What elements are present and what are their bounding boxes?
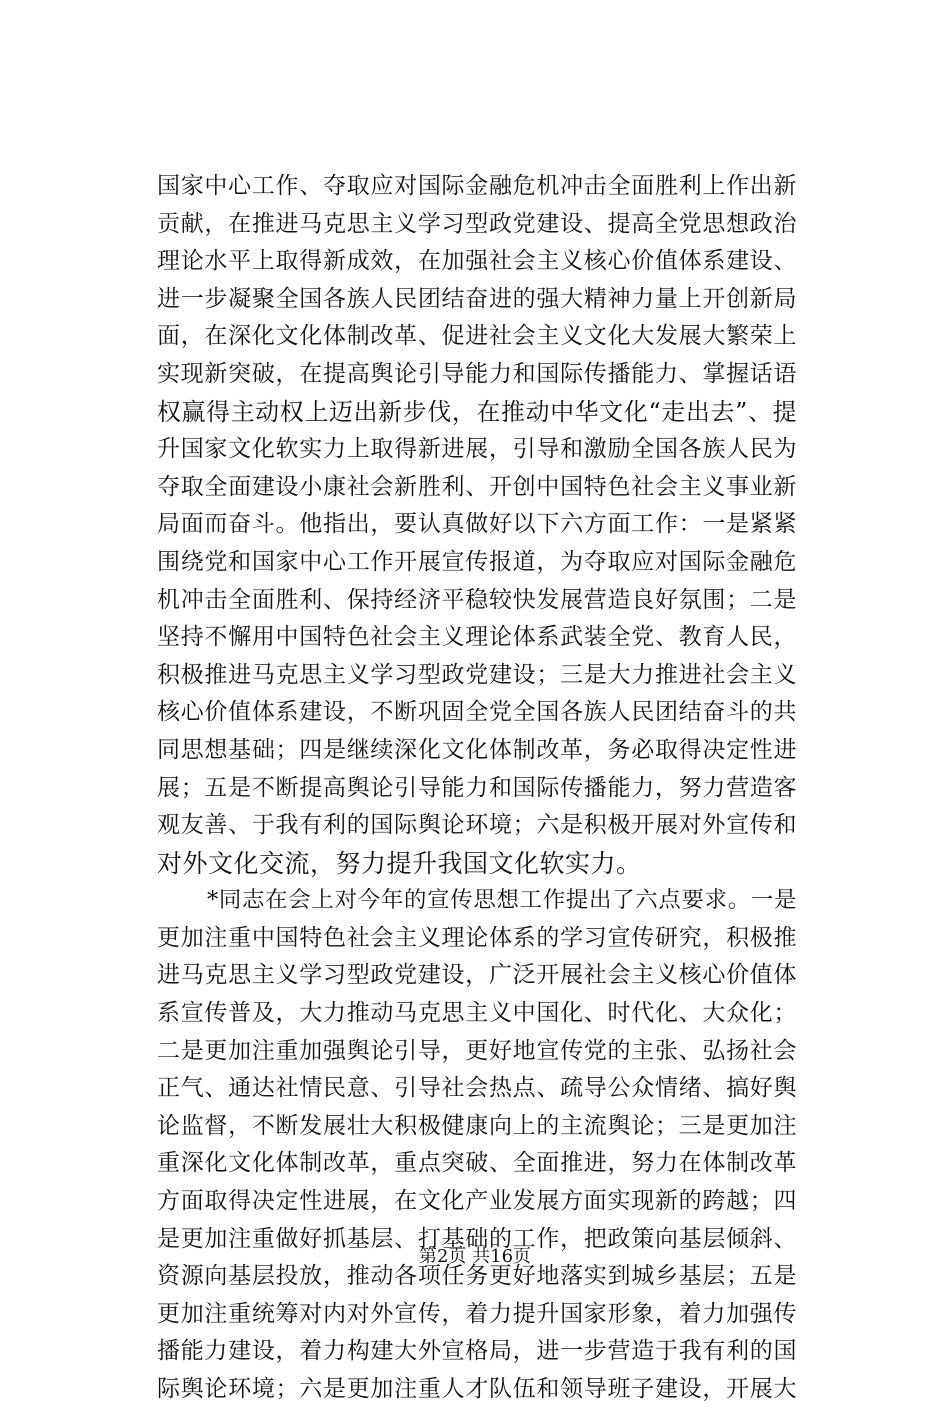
text-line: 积极推进马克思主义学习型政党建设；三是大力推进社会主义 (157, 661, 797, 688)
text-line: 理论水平上取得新成效，在加强社会主义核心价值体系建设、 (157, 248, 797, 275)
text-line: 围绕党和国家中心工作开展宣传报道，为夺取应对国际金融危 (157, 548, 797, 575)
text-line: 方面取得决定性进展，在文化产业发展方面实现新的跨越；四 (157, 1188, 797, 1215)
text-line: 播能力建设，着力构建大外宣格局，进一步营造于我有利的国 (157, 1338, 797, 1365)
page-footer (0, 1245, 950, 1269)
text-line: 资源向基层投放，推动各项任务更好地落实到城乡基层；五是 (157, 1263, 797, 1290)
text-line: 坚持不懈用中国特色社会主义理论体系武装全党、教育人民， (157, 624, 797, 651)
text-line: 论监督，不断发展壮大积极健康向上的主流舆论；三是更加注 (157, 1112, 797, 1139)
paragraph-1 (157, 168, 797, 882)
text-line: 系宣传普及，大力推动马克思主义中国化、时代化、大众化； (157, 1000, 797, 1027)
text-line: 对外文化交流，努力提升我国文化软实力。 (157, 848, 642, 878)
text-line: 是更加注重做好抓基层、打基础的工作，把政策向基层倾斜、 (157, 1225, 797, 1252)
text-line: 国家中心工作、夺取应对国际金融危机冲击全面胜利上作出新 (157, 173, 797, 199)
text-line: 进马克思主义学习型政党建设，广泛开展社会主义核心价值体 (157, 962, 797, 989)
text-line: 正气、通达社情民意、引导社会热点、疏导公众情绪、搞好舆 (157, 1075, 797, 1102)
text-line: 更加注重统筹对内对外宣传，着力提升国家形象，着力加强传 (157, 1300, 797, 1327)
text-line: 实现新突破，在提高舆论引导能力和国际传播能力、掌握话语 (157, 360, 797, 387)
page-number-label: 第2页 共16页 (418, 1246, 532, 1267)
text-line: 展；五是不断提高舆论引导能力和国际传播能力，努力营造客 (157, 774, 797, 801)
text-line: 重深化文化体制改革，重点突破、全面推进，努力在体制改革 (157, 1150, 797, 1177)
text-line: 局面而奋斗。他指出，要认真做好以下六方面工作：一是紧紧 (157, 511, 797, 538)
text-line: 面，在深化文化体制改革、促进社会主义文化大发展大繁荣上 (157, 323, 797, 350)
text-line: 核心价值体系建设，不断巩固全党全国各族人民团结奋斗的共 (157, 699, 797, 726)
text-line: 进一步凝聚全国各族人民团结奋进的强大精神力量上开创新局 (157, 285, 797, 312)
text-line: 夺取全面建设小康社会新胜利、开创中国特色社会主义事业新 (157, 473, 797, 500)
text-line: 贡献，在推进马克思主义学习型政党建设、提高全党思想政治 (157, 210, 797, 237)
text-line: 观友善、于我有利的国际舆论环境；六是积极开展对外宣传和 (157, 812, 797, 839)
text-line: 机冲击全面胜利、保持经济平稳较快发展营造良好氛围；二是 (157, 586, 797, 613)
paragraph-2 (157, 882, 797, 1408)
body-text (157, 168, 797, 1409)
text-line: 更加注重中国特色社会主义理论体系的学习宣传研究，积极推 (157, 924, 797, 951)
text-line: 升国家文化软实力上取得新进展，引导和激励全国各族人民为 (157, 436, 797, 463)
text-line: 二是更加注重加强舆论引导，更好地宣传党的主张、弘扬社会 (157, 1037, 797, 1064)
text-line: *同志在会上对今年的宣传思想工作提出了六点要求。一是 (207, 887, 797, 914)
text-line: 权赢得主动权上迈出新步伐，在推动中华文化“走出去”、提 (157, 397, 797, 426)
text-line: 际舆论环境；六是更加注重人才队伍和领导班子建设，开展大 (157, 1376, 797, 1402)
text-line: 同思想基础；四是继续深化文化体制改革，务必取得决定性进 (157, 736, 797, 763)
